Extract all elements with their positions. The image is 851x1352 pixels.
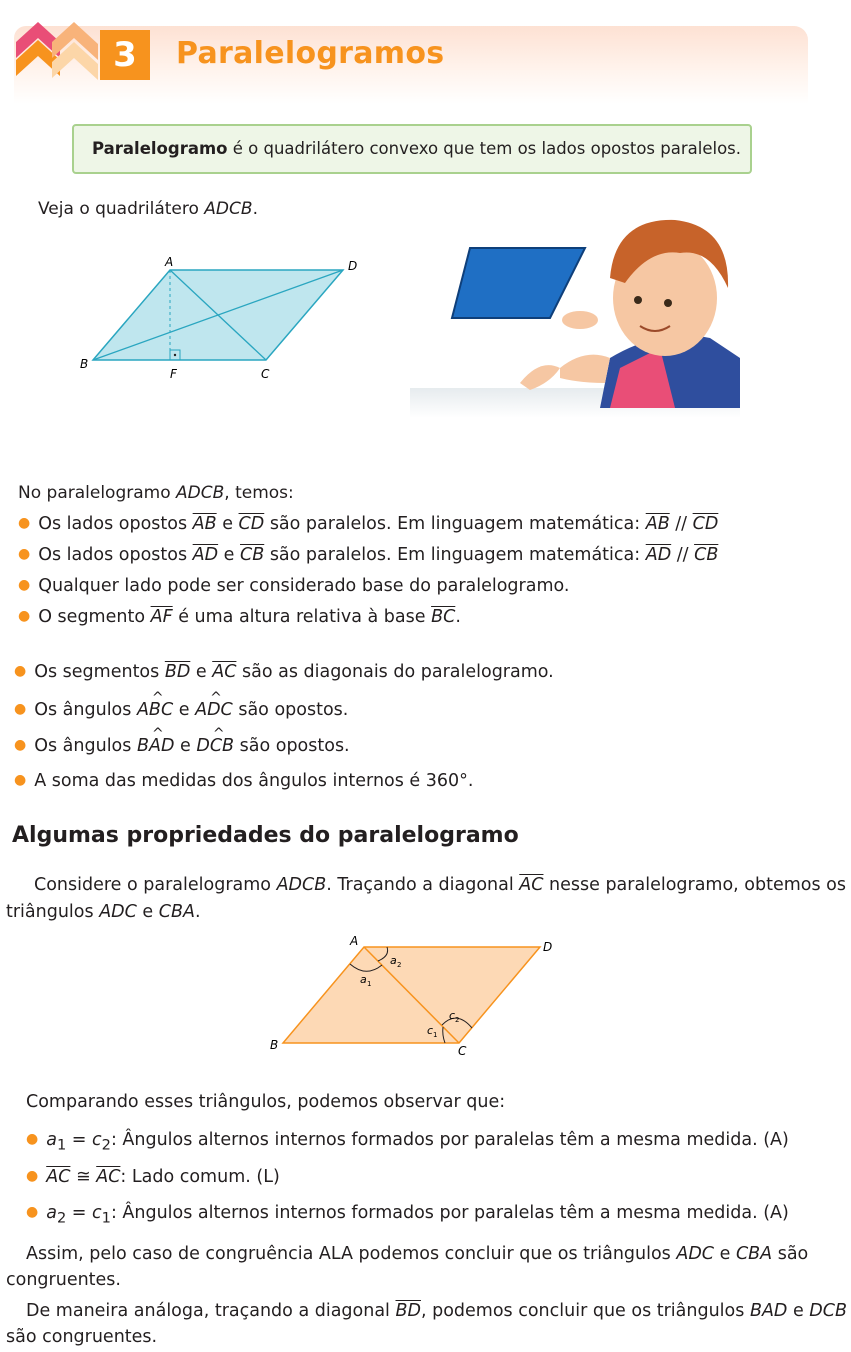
bullet-icon: ● — [14, 772, 27, 788]
list-item: ● $\overline{AC}$ ≅ $\overline{AC}$: Lado comum. (L) — [26, 1167, 280, 1187]
bullet-icon: ● — [18, 608, 31, 624]
label-b: B — [80, 357, 89, 371]
list-item: ● O segmento $\overline{AF}$ é uma altura relativa à base $\overline{BC}$. — [18, 607, 461, 627]
svg-text:D: D — [543, 940, 553, 954]
label-d: D — [348, 259, 358, 273]
paragraph-line: De maneira análoga, traçando a diagonal $\overline{BD}$, podemos concluir que os triângulos BAD e DCB — [26, 1301, 847, 1321]
intro-text: Veja o quadrilátero ADCB. — [38, 199, 258, 219]
bullet-icon: ● — [18, 577, 31, 593]
section-number: 3 — [100, 30, 150, 80]
paragraph-line: Assim, pelo caso de congruência ALA podemos concluir que os triângulos ADC e CBA são — [26, 1244, 809, 1264]
svg-text:c: c — [427, 1024, 434, 1037]
svg-text:a: a — [390, 954, 397, 967]
paragraph-line: Considere o paralelogramo ADCB. Traçando a diagonal $\overline{AC}$ nesse paralelogramo, obtemos os — [34, 875, 847, 895]
svg-text:2: 2 — [397, 961, 402, 969]
paragraph-line: são congruentes. — [6, 1327, 158, 1347]
list-item: ● A soma das medidas dos ângulos internos é 360°. — [14, 771, 474, 791]
definition-box — [72, 124, 752, 174]
bullet-icon: ● — [14, 737, 27, 753]
bullet-icon: ● — [26, 1168, 39, 1184]
bullet-icon: ● — [14, 663, 27, 679]
paragraph-line: congruentes. — [6, 1270, 121, 1290]
bullet-icon: ● — [18, 546, 31, 562]
svg-text:A: A — [350, 934, 359, 948]
bullet-icon: ● — [14, 701, 27, 717]
list-item: ● $a_2 = c_1$: Ângulos alternos internos formados por paralelas têm a mesma medida. (A) — [26, 1203, 789, 1227]
svg-text:C: C — [458, 1044, 467, 1058]
parallelogram-figure — [70, 250, 380, 385]
label-f: F — [170, 367, 177, 381]
svg-text:1: 1 — [433, 1031, 438, 1039]
svg-text:a: a — [360, 973, 367, 986]
list-item: ● Qualquer lado pode ser considerado base do paralelogramo. — [18, 576, 570, 596]
bullet-icon: ● — [26, 1131, 39, 1147]
list-item: ● Os ângulos A^ BC e A^ DC são opostos. — [14, 698, 348, 723]
list-item: ● Os segmentos $\overline{BD}$ e $\overline{AC}$ são as diagonais do paralelogramo. — [14, 662, 554, 682]
svg-text:B: B — [270, 1038, 279, 1052]
comparison-intro: Comparando esses triângulos, podemos observar que: — [26, 1092, 506, 1112]
subsection-heading: Algumas propriedades do paralelogramo — [12, 823, 519, 848]
boy-holding-parallelogram-icon — [410, 208, 740, 470]
definition-term: Paralelogramo — [92, 139, 228, 158]
section-title: Paralelogramos — [176, 36, 445, 71]
parallelogram-angles-figure — [262, 930, 572, 1060]
label-c: C — [261, 367, 270, 381]
svg-text:c: c — [449, 1009, 456, 1022]
bullet-icon: ● — [18, 515, 31, 531]
label-a: A — [165, 255, 174, 269]
list-item: ● $a_1 = c_2$: Ângulos alternos internos formados por paralelas têm a mesma medida. (A) — [26, 1130, 789, 1154]
paragraph-line: triângulos ADC e CBA. — [6, 902, 201, 922]
list-item: ● Os lados opostos $\overline{AB}$ e $\overline{CD}$ são paralelos. Em linguagem matemática: $\overline{AB} // \overline{CD}$ — [18, 514, 719, 534]
chevron-logo-icon — [16, 22, 100, 84]
bullet-icon: ● — [26, 1204, 39, 1220]
svg-text:2: 2 — [455, 1016, 460, 1024]
list1-intro: No paralelogramo ADCB, temos: — [18, 483, 294, 503]
list-item: ● Os ângulos B^ AD e D^ CB são opostos. — [14, 734, 350, 759]
definition-text: é o quadrilátero convexo que tem os lados opostos paralelos. — [227, 139, 742, 158]
svg-text:1: 1 — [367, 980, 372, 988]
list-item: ● Os lados opostos $\overline{AD}$ e $\overline{CB}$ são paralelos. Em linguagem matemática: $\overline{AD} // \overline{CB}$ — [18, 545, 719, 565]
